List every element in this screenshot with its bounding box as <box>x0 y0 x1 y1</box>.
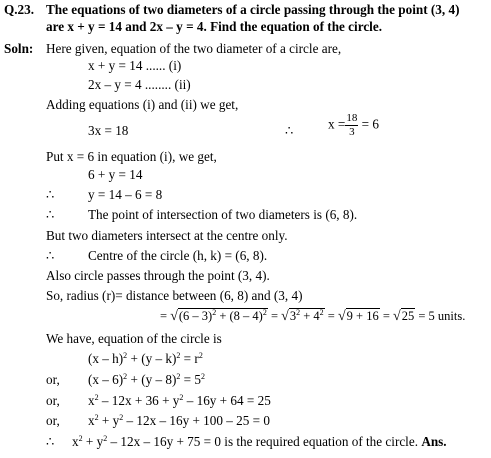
sqrt-symbol: √ <box>281 309 289 324</box>
exponent: 2 <box>296 308 301 317</box>
adding-text: Adding equations (i) and (ii) we get, <box>46 97 239 112</box>
solution-intro: Here given, equation of the two diameter of a circle are, <box>46 41 342 56</box>
question-line-1: The equations of two diameters of a circle passing through the point (3, 4) <box>46 2 460 17</box>
equation-i: x + y = 14 ...... (i) <box>88 58 182 73</box>
term: = r <box>180 351 199 366</box>
term: – 12x + 36 + y <box>98 393 180 408</box>
substituted-equation <box>88 373 205 386</box>
radicand-3: 9 + 16 <box>346 309 379 323</box>
radius-text: So, radius (r)= distance between (6, 8) and (3, 4) <box>46 288 303 303</box>
radius-result: = 5 units. <box>415 309 466 323</box>
term: + y <box>98 413 120 428</box>
term: = 5 <box>180 372 201 387</box>
exponent: 2 <box>119 413 124 422</box>
term: + (y – 8) <box>127 372 177 387</box>
term: (6 – 3) <box>178 309 213 323</box>
also-passes-text: Also circle passes through the point (3, 4). <box>46 268 270 283</box>
six-plus-y-equation: 6 + y = 14 <box>88 167 143 182</box>
exponent: 2 <box>176 351 181 360</box>
exponent: 2 <box>123 351 128 360</box>
exponent: 2 <box>179 393 184 402</box>
term: x <box>72 434 79 449</box>
term: – 16y + 64 = 25 <box>183 393 271 408</box>
term: x <box>88 393 95 408</box>
exponent: 2 <box>78 434 83 443</box>
y-value-equation: y = 14 – 6 = 8 <box>88 187 163 202</box>
sqrt-symbol: √ <box>337 309 346 324</box>
therefore-symbol: ∴ <box>46 248 55 263</box>
exponent: 2 <box>319 308 324 317</box>
radicand-1 <box>178 308 268 323</box>
solution-label: Soln: <box>4 41 34 56</box>
term: (x – h) <box>88 351 124 366</box>
fraction-numerator: 18 <box>346 112 358 124</box>
therefore-symbol: ∴ <box>46 434 55 449</box>
sqrt-symbol: √ <box>393 309 401 324</box>
equation-ii: 2x – y = 4 ........ (ii) <box>88 77 191 92</box>
fraction-denominator: 3 <box>349 126 355 138</box>
exponent: 2 <box>212 308 217 317</box>
or-label: or, <box>46 372 60 387</box>
term: + (8 – 4) <box>216 309 263 323</box>
term: 3 <box>289 309 297 323</box>
simplified-equation <box>88 414 270 427</box>
equals-sign: = <box>160 309 168 323</box>
or-label: or, <box>46 413 60 428</box>
radicand-2 <box>289 308 325 323</box>
we-have-text: We have, equation of the circle is <box>46 331 222 346</box>
x-fraction-equation <box>328 113 379 138</box>
term: – 12x – 16y + 100 – 25 = 0 <box>123 413 270 428</box>
put-x-text: Put x = 6 in equation (i), we get, <box>46 149 217 164</box>
three-x-equation: 3x = 18 <box>88 123 129 138</box>
expanded-equation <box>88 394 271 407</box>
equals-sign: = <box>379 309 394 323</box>
term: x <box>88 413 95 428</box>
question-line-2: are x + y = 14 and 2x – y = 4. Find the equation of the circle. <box>46 19 382 34</box>
general-circle-equation <box>88 352 203 365</box>
term: + (y – k) <box>127 351 177 366</box>
term: + y <box>82 434 104 449</box>
centre-intersect-text: But two diameters intersect at the centre only. <box>46 228 288 243</box>
exponent: 2 <box>198 351 203 360</box>
fraction <box>345 113 358 138</box>
exponent: 2 <box>262 308 267 317</box>
equals-sign: = <box>324 309 338 323</box>
equals-sign: = <box>267 309 282 323</box>
x-fraction-lhs: x = <box>328 116 346 132</box>
final-equation <box>72 435 447 448</box>
term: – 12x – 16y + 75 = 0 is the required equation of the circle. <box>107 434 422 449</box>
exponent: 2 <box>103 434 108 443</box>
therefore-symbol: ∴ <box>46 207 55 222</box>
radicand-4: 25 <box>401 309 415 323</box>
intersection-text: The point of intersection of two diameters is (6, 8). <box>88 207 358 222</box>
therefore-symbol: ∴ <box>46 187 55 202</box>
radius-calculation <box>160 310 465 324</box>
exponent: 2 <box>94 413 99 422</box>
x-fraction-rhs: = 6 <box>361 116 379 132</box>
exponent: 2 <box>201 372 205 381</box>
term: + 4 <box>300 309 320 323</box>
question-number: Q.23. <box>4 2 35 17</box>
centre-text: Centre of the circle (h, k) = (6, 8). <box>88 248 268 263</box>
answer-label: Ans. <box>421 434 447 449</box>
exponent: 2 <box>94 393 99 402</box>
term: (x – 6) <box>88 372 124 387</box>
therefore-symbol: ∴ <box>285 123 294 138</box>
sqrt-symbol: √ <box>170 309 178 324</box>
or-label: or, <box>46 393 60 408</box>
exponent: 2 <box>123 372 128 381</box>
exponent: 2 <box>176 372 181 381</box>
